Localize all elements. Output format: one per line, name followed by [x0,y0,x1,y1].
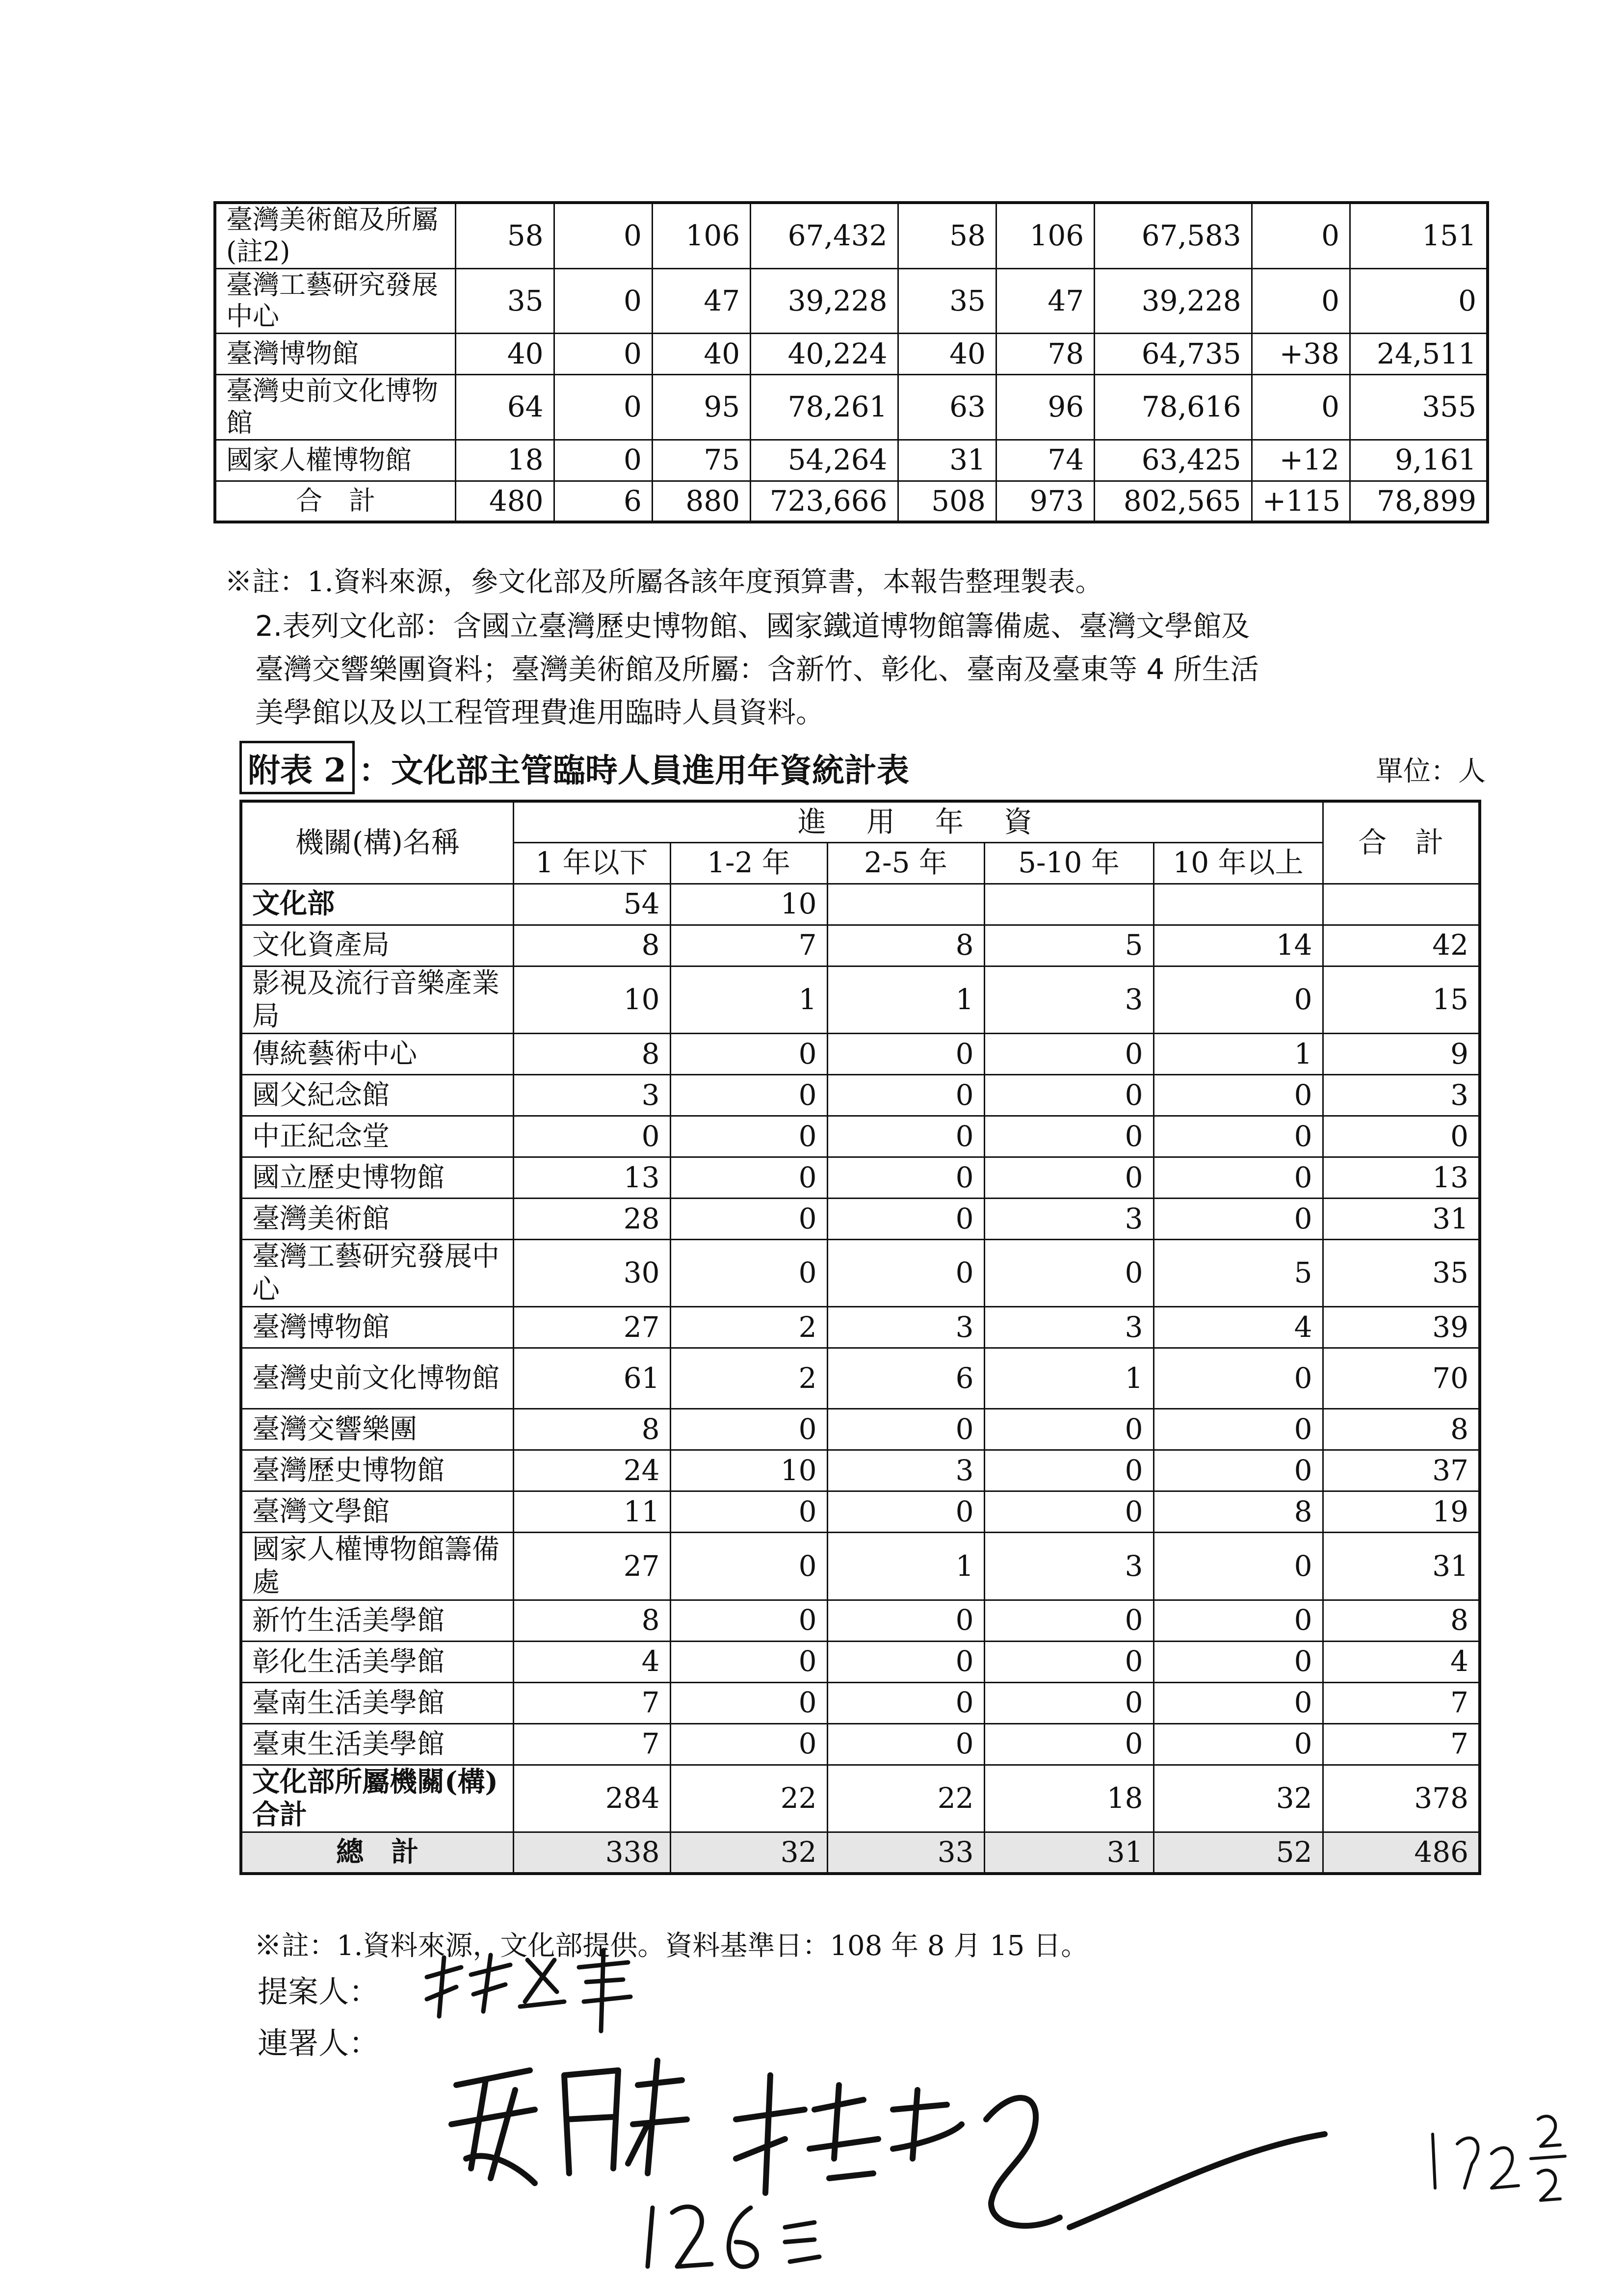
table1-cell: 0 [1252,375,1350,440]
table1-cell: 508 [898,481,996,522]
table1-cell: 47 [652,268,750,334]
table2-cell: 5 [984,925,1153,966]
table2-cell: 0 [1153,1116,1323,1157]
table2-cell: 3 [984,1198,1153,1239]
table2-cell: 0 [827,1682,984,1723]
table1-cell: 39,228 [1095,268,1252,334]
table2-cell: 0 [984,1450,1153,1491]
table2-agency-name: 文化部所屬機關(構)合計 [241,1765,513,1832]
table2-cell: 3 [827,1307,984,1348]
table2-cell: 0 [670,1074,827,1116]
table2-cell: 15 [1323,966,1480,1033]
table2-cell: 0 [1153,1450,1323,1491]
table2-cell: 2 [670,1348,827,1409]
table1-cell: 74 [996,440,1094,481]
table2-cell: 0 [984,1116,1153,1157]
table2-cell: 27 [513,1533,670,1600]
table2-cell: 0 [1153,1198,1323,1239]
table2-cell: 0 [827,1491,984,1533]
table2-agency-name: 彰化生活美學館 [241,1641,513,1682]
table2-cell: 0 [670,1198,827,1239]
table2-cell: 1 [984,1348,1153,1409]
table2-cell: 4 [1323,1641,1480,1682]
table2-cell: 0 [1153,1723,1323,1765]
header-seniority-group: 進 用 年 資 [513,801,1323,842]
table2-cell: 54 [513,884,670,925]
table1-cell: +12 [1252,440,1350,481]
table2-cell: 3 [513,1074,670,1116]
table2-cell: 3 [984,1307,1153,1348]
table1-agency-name: 臺灣美術館及所屬(註2) [215,203,456,268]
table2-agency-name: 臺東生活美學館 [241,1723,513,1765]
table2-cell: 0 [984,1641,1153,1682]
table2-cell: 7 [513,1723,670,1765]
table2-cell: 0 [984,1600,1153,1641]
table2-cell: 0 [670,1033,827,1074]
table2-cell: 8 [1323,1600,1480,1641]
table2-cell: 3 [827,1450,984,1491]
table2-cell: 0 [1153,1409,1323,1450]
table2-cell: 42 [1323,925,1480,966]
table1-cell: 64 [456,375,554,440]
table2-cell: 0 [984,1723,1153,1765]
table2-cell: 1 [1153,1033,1323,1074]
table2-cell: 378 [1323,1765,1480,1832]
table2-cell: 8 [1323,1409,1480,1450]
table2-agency-name: 文化資產局 [241,925,513,966]
table1-cell: 0 [1252,203,1350,268]
table2-note: ※註：1.資料來源，文化部提供。資料基準日：108 年 8 月 15 日。 [254,1930,1089,1962]
table2-cell: 0 [1153,1641,1323,1682]
header-col-under-1: 1 年以下 [513,842,670,884]
table1-cell: +38 [1252,334,1350,375]
table2-agency-name: 國家人權博物館籌備處 [241,1533,513,1600]
table2-cell: 30 [513,1239,670,1306]
table2-cell: 52 [1153,1832,1323,1874]
table2-cell: 7 [1323,1682,1480,1723]
table2-agency-name: 中正紀念堂 [241,1116,513,1157]
table2-cell: 0 [827,1033,984,1074]
table1-agency-name: 合 計 [215,481,456,522]
table1-cell: 47 [996,268,1094,334]
table1-cell: 0 [554,440,652,481]
table2-cell: 1 [827,966,984,1033]
page-mark [1433,2116,1565,2200]
table1-cell: 6 [554,481,652,522]
table1-cell: 63 [898,375,996,440]
table2-cell: 32 [670,1832,827,1874]
table2-agency-name: 臺灣歷史博物館 [241,1450,513,1491]
table2-cell: 8 [1153,1491,1323,1533]
table1-cell: 40,224 [751,334,898,375]
table1-note-line1: ※註：1.資料來源，參文化部及所屬各該年度預算書，本報告整理製表。 [225,566,1103,598]
table1-cell: 78 [996,334,1094,375]
table1-cell: +115 [1252,481,1350,522]
table2-cell: 284 [513,1765,670,1832]
table1-cell: 96 [996,375,1094,440]
cosigner-signature-2 [736,2075,1325,2227]
table1-agency-name: 國家人權博物館 [215,440,456,481]
table2-cell: 0 [670,1409,827,1450]
table1-cell: 151 [1350,203,1488,268]
table1-cell: 106 [996,203,1094,268]
table1-agency-name: 臺灣博物館 [215,334,456,375]
table1-cell: 31 [898,440,996,481]
table2-title: ：文化部主管臨時人員進用年資統計表 [358,751,909,789]
table2-cell: 9 [1323,1033,1480,1074]
table2-cell: 3 [984,966,1153,1033]
table2-cell: 0 [670,1600,827,1641]
table2-cell: 0 [670,1491,827,1533]
cosigner-signature-1 [451,2061,687,2183]
table2-cell: 5 [1153,1239,1323,1306]
table2-cell: 31 [1323,1533,1480,1600]
table1-cell: 35 [898,268,996,334]
table2-cell: 0 [827,1074,984,1116]
table1-cell: 78,899 [1350,481,1488,522]
table2-cell: 0 [984,1157,1153,1198]
table2-cell: 0 [513,1116,670,1157]
table2-cell: 0 [984,1074,1153,1116]
handwritten-number-126 [648,2207,819,2267]
table2-agency-name: 臺南生活美學館 [241,1682,513,1723]
table2-cell: 0 [827,1600,984,1641]
table1-cell: 0 [554,203,652,268]
table2-agency-name: 臺灣文學館 [241,1491,513,1533]
proposer-signature [427,1950,630,2031]
table2-cell: 0 [1153,1074,1323,1116]
table2-cell: 0 [1153,1682,1323,1723]
table1-cell: 58 [456,203,554,268]
table2-cell: 0 [827,1116,984,1157]
table2-cell: 0 [984,1239,1153,1306]
table2-cell: 7 [513,1682,670,1723]
table2-cell: 10 [670,884,827,925]
table2-cell: 1 [670,966,827,1033]
table2-cell: 0 [670,1682,827,1723]
table2-cell: 0 [1153,1157,1323,1198]
table2-cell: 338 [513,1832,670,1874]
table1-cell: 40 [652,334,750,375]
table2-cell: 35 [1323,1239,1480,1306]
table2-cell: 39 [1323,1307,1480,1348]
table1-cell: 78,261 [751,375,898,440]
table2-cell: 70 [1323,1348,1480,1409]
table2-cell: 22 [670,1765,827,1832]
table2-agency-name: 臺灣博物館 [241,1307,513,1348]
table2-agency-name: 臺灣交響樂團 [241,1409,513,1450]
table2-cell: 7 [1323,1723,1480,1765]
table2-cell: 27 [513,1307,670,1348]
table2-cell: 0 [827,1409,984,1450]
table1-cell: 0 [554,268,652,334]
table2-cell: 61 [513,1348,670,1409]
header-col-1-2: 1-2 年 [670,842,827,884]
table1-cell: 0 [1252,268,1350,334]
table2-cell: 4 [513,1641,670,1682]
table1-cell: 39,228 [751,268,898,334]
table2-cell: 0 [670,1239,827,1306]
table2-cell: 8 [513,1033,670,1074]
table1-cell: 723,666 [751,481,898,522]
table2-cell: 13 [513,1157,670,1198]
table2-cell: 11 [513,1491,670,1533]
table2-cell: 0 [984,1682,1153,1723]
table2-cell: 18 [984,1765,1153,1832]
table2-cell: 32 [1153,1765,1323,1832]
table2-agency-name: 新竹生活美學館 [241,1600,513,1641]
table2-agency-name: 臺灣史前文化博物館 [241,1348,513,1409]
table1-cell: 9,161 [1350,440,1488,481]
table2-cell: 37 [1323,1450,1480,1491]
table2-cell: 3 [1323,1074,1480,1116]
table1-cell: 75 [652,440,750,481]
table1-cell: 0 [554,375,652,440]
table1-cell: 95 [652,375,750,440]
table2-cell: 4 [1153,1307,1323,1348]
table2-cell: 0 [670,1157,827,1198]
table2-cell: 33 [827,1832,984,1874]
table1-cell: 40 [898,334,996,375]
table1-cell: 480 [456,481,554,522]
header-col-over-10: 10 年以上 [1153,842,1323,884]
table1-cell: 40 [456,334,554,375]
table1-cell: 67,583 [1095,203,1252,268]
table2-cell: 0 [670,1641,827,1682]
table2-cell: 10 [513,966,670,1033]
table2-cell: 0 [827,1157,984,1198]
table1-cell: 78,616 [1095,375,1252,440]
table1-agency-name: 臺灣史前文化博物館 [215,375,456,440]
table1-cell: 973 [996,481,1094,522]
table2-cell: 7 [670,925,827,966]
table1-cell: 880 [652,481,750,522]
table2-cell: 0 [1323,1116,1480,1157]
cosigner-label: 連署人： [258,2025,380,2061]
table2-agency-name: 國立歷史博物館 [241,1157,513,1198]
table2-agency-name: 臺灣美術館 [241,1198,513,1239]
table2-unit: 單位：人 [1376,756,1486,787]
table2-cell: 31 [1323,1198,1480,1239]
table1-cell: 63,425 [1095,440,1252,481]
table2-cell: 8 [513,1409,670,1450]
table2-cell: 13 [1323,1157,1480,1198]
table2-cell: 2 [670,1307,827,1348]
table2-cell: 0 [984,1491,1153,1533]
table1-cell: 64,735 [1095,334,1252,375]
table1-cell: 58 [898,203,996,268]
table1-note-line2: 2.表列文化部：含國立臺灣歷史博物館、國家鐵道博物館籌備處、臺灣文學館及 [255,609,1250,643]
table2-cell: 6 [827,1348,984,1409]
table2-cell: 28 [513,1198,670,1239]
table2-cell: 19 [1323,1491,1480,1533]
table1-cell: 802,565 [1095,481,1252,522]
table2-cell: 8 [827,925,984,966]
table1-cell: 0 [1350,268,1488,334]
table2-cell: 31 [984,1832,1153,1874]
proposer-label: 提案人： [258,1974,380,2009]
table2-cell: 22 [827,1765,984,1832]
table2-agency-name: 傳統藝術中心 [241,1033,513,1074]
table1-cell: 355 [1350,375,1488,440]
table2-cell: 8 [513,1600,670,1641]
table2-cell: 0 [1153,1348,1323,1409]
table2-cell: 10 [670,1450,827,1491]
table2-cell: 0 [670,1116,827,1157]
table1-cell: 54,264 [751,440,898,481]
table2-agency-name: 國父紀念館 [241,1074,513,1116]
header-total: 合 計 [1323,801,1480,884]
table2-cell: 0 [827,1641,984,1682]
header-col-2-5: 2-5 年 [827,842,984,884]
table2-agency-name: 總 計 [241,1832,513,1874]
table1-cell: 67,432 [751,203,898,268]
table2-cell: 0 [1153,966,1323,1033]
table2-cell: 0 [827,1239,984,1306]
table1-note-line4: 美學館以及以工程管理費進用臨時人員資料。 [255,696,825,729]
table2-cell: 8 [513,925,670,966]
table1-cell: 106 [652,203,750,268]
header-agency: 機關(構)名稱 [241,801,513,884]
table1-cell: 0 [554,334,652,375]
table2-cell: 14 [1153,925,1323,966]
table1-cell: 35 [456,268,554,334]
header-col-5-10: 5-10 年 [984,842,1153,884]
table1-cell: 18 [456,440,554,481]
table2-cell: 0 [827,1723,984,1765]
table1-agency-name: 臺灣工藝研究發展中心 [215,268,456,334]
table2-cell: 1 [827,1533,984,1600]
table2-cell: 0 [1153,1533,1323,1600]
table2-cell: 0 [984,1409,1153,1450]
table1-note-line3: 臺灣交響樂團資料；臺灣美術館及所屬：含新竹、彰化、臺南及臺東等 4 所生活 [255,652,1259,686]
table2-cell: 0 [670,1533,827,1600]
table2-cell: 486 [1323,1832,1480,1874]
table2-cell: 3 [984,1533,1153,1600]
table2-cell: 0 [827,1198,984,1239]
table2-cell: 0 [984,1033,1153,1074]
table2-cell: 24 [513,1450,670,1491]
table1-cell: 24,511 [1350,334,1488,375]
table2-agency-name: 文化部 [241,884,513,925]
table2-cell: 0 [1153,1600,1323,1641]
table2-agency-name: 影視及流行音樂產業局 [241,966,513,1033]
table2-agency-name: 臺灣工藝研究發展中心 [241,1239,513,1306]
table2-label-box: 附表 2 [239,741,355,794]
table2-cell: 0 [670,1723,827,1765]
